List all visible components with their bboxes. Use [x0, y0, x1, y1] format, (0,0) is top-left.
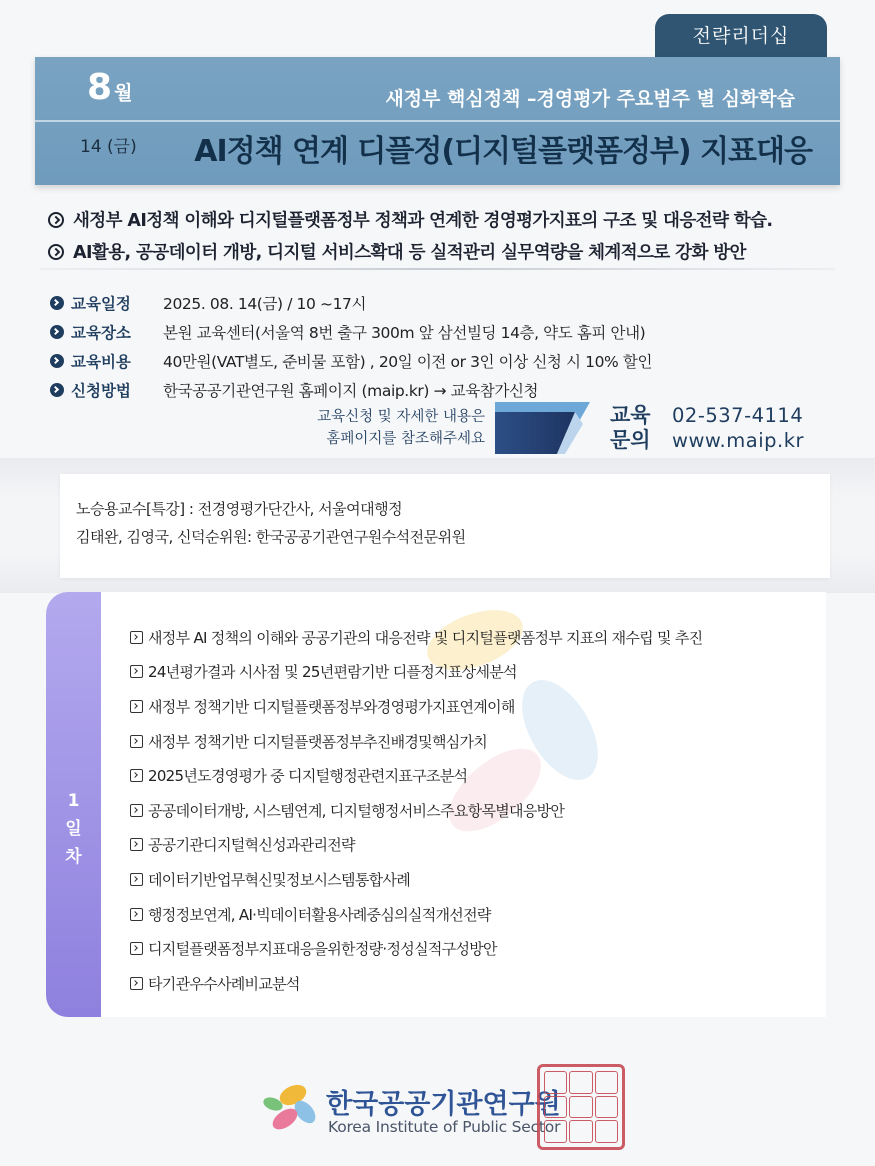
summary-item: AI활용, 공공데이터 개방, 디지털 서비스확대 등 실적관리 실무역량을 체계적으로 강화 방안 [48, 239, 838, 264]
summary-section [48, 207, 838, 271]
day-label: 14 (금) [80, 137, 137, 157]
day-bar [46, 592, 101, 1017]
list-item: 공공기관디지털혁신성과관리전략 [130, 828, 702, 863]
list-item: 데이터기반업무혁신및정보시스템통합사례 [130, 862, 702, 897]
chevron-dot-icon [50, 354, 64, 368]
month-label: 8 월 [87, 67, 133, 108]
info-row-schedule: 교육일정 2025. 08. 14(금) / 10 ~17시 [50, 288, 652, 317]
list-item: 새정부 AI 정책의 이해와 공공기관의 대응전략 및 디지털플랫폼정부 지표의 재수립 및 추진 [130, 620, 702, 655]
chevron-dot-icon [50, 383, 64, 397]
contact-info [672, 403, 804, 453]
summary-item: 새정부 AI정책 이해와 디지털플랫폼정부 정책과 연계한 경영평가지표의 구조 및 대응전략 학습. [48, 207, 838, 232]
chevron-circle-icon [48, 244, 64, 260]
info-row-cost: 교육비용 40만원(VAT별도, 준비물 포함) , 20일 이전 or 3인 이상 신청 시 10% 할인 [50, 346, 652, 375]
chevron-square-icon [130, 735, 143, 748]
info-row-application: 신청방법 한국공공기관연구원 홈페이지 (maip.kr) → 교육참가신청 [50, 375, 652, 404]
chevron-square-icon [130, 665, 143, 678]
list-item: 새정부 정책기반 디지털플랫폼정부와경영평가지표연계이해 [130, 689, 702, 724]
curriculum-list [130, 620, 702, 1001]
chevron-square-icon [130, 942, 143, 955]
info-row-location: 교육장소 본원 교육센터(서울역 8번 출구 300m 앞 삼선빌딩 14층, 약도 홈피 안내) [50, 317, 652, 346]
chevron-square-icon [130, 873, 143, 886]
info-list [50, 288, 652, 404]
contact-note: 교육신청 및 자세한 내용은 홈페이지를 참조해주세요 [317, 409, 485, 447]
chevron-square-icon [130, 631, 143, 644]
chevron-square-icon [130, 769, 143, 782]
org-name-en: Korea Institute of Public Sector [328, 1118, 561, 1136]
header-banner [35, 57, 840, 185]
chevron-square-icon [130, 700, 143, 713]
section-divider [40, 268, 835, 270]
page-title: AI정책 연계 디플정(디지털플랫폼정부) 지표대응 [194, 134, 812, 169]
phone-number: 02-537-4114 [672, 404, 804, 427]
official-seal-icon [537, 1064, 625, 1150]
category-tab: 전략리더십 [655, 14, 827, 60]
instructor-line: 김태완, 김영국, 신덕순위원: 한국공공기관연구원수석전문위원 [76, 528, 466, 546]
list-item: 디지털플랫폼정부지표대응을위한정량·정성실적구성방안 [130, 931, 702, 966]
header-subtitle: 새정부 핵심정책 –경영평가 주요범주 별 심화학습 [385, 88, 795, 110]
list-item: 2025년도경영평가 중 디지털행정관련지표구조분석 [130, 758, 702, 793]
chevron-dot-icon [50, 296, 64, 310]
org-name: 한국공공기관연구원 [326, 1089, 561, 1120]
day-label-vertical: 1 일 차 [65, 791, 82, 867]
website-link[interactable]: www.maip.kr [672, 429, 805, 452]
list-item: 행정정보연계, AI·빅데이터활용사례중심의실적개선전략 [130, 897, 702, 932]
list-item: 24년평가결과 시사점 및 25년편람기반 디플정지표상세분석 [130, 655, 702, 690]
chevron-circle-icon [48, 212, 64, 228]
chevron-dot-icon [50, 325, 64, 339]
list-item: 공공데이터개방, 시스템연계, 디지털행정서비스주요항목별대응방안 [130, 793, 702, 828]
org-logo-icon [263, 1082, 319, 1132]
list-item: 타기관우수사례비교분석 [130, 966, 702, 1001]
chevron-square-icon [130, 908, 143, 921]
chevron-square-icon [130, 804, 143, 817]
header-divider [35, 120, 840, 122]
chevron-square-icon [130, 977, 143, 990]
ribbon-arrow-icon [495, 402, 590, 454]
list-item: 새정부 정책기반 디지털플랫폼정부추진배경및핵심가치 [130, 724, 702, 759]
contact-label: 교육 문의 [610, 403, 651, 452]
instructor-box [60, 474, 830, 578]
chevron-square-icon [130, 838, 143, 851]
instructor-line: 노승용교수[특강] : 전경영평가단간사, 서울여대행정 [76, 500, 403, 518]
